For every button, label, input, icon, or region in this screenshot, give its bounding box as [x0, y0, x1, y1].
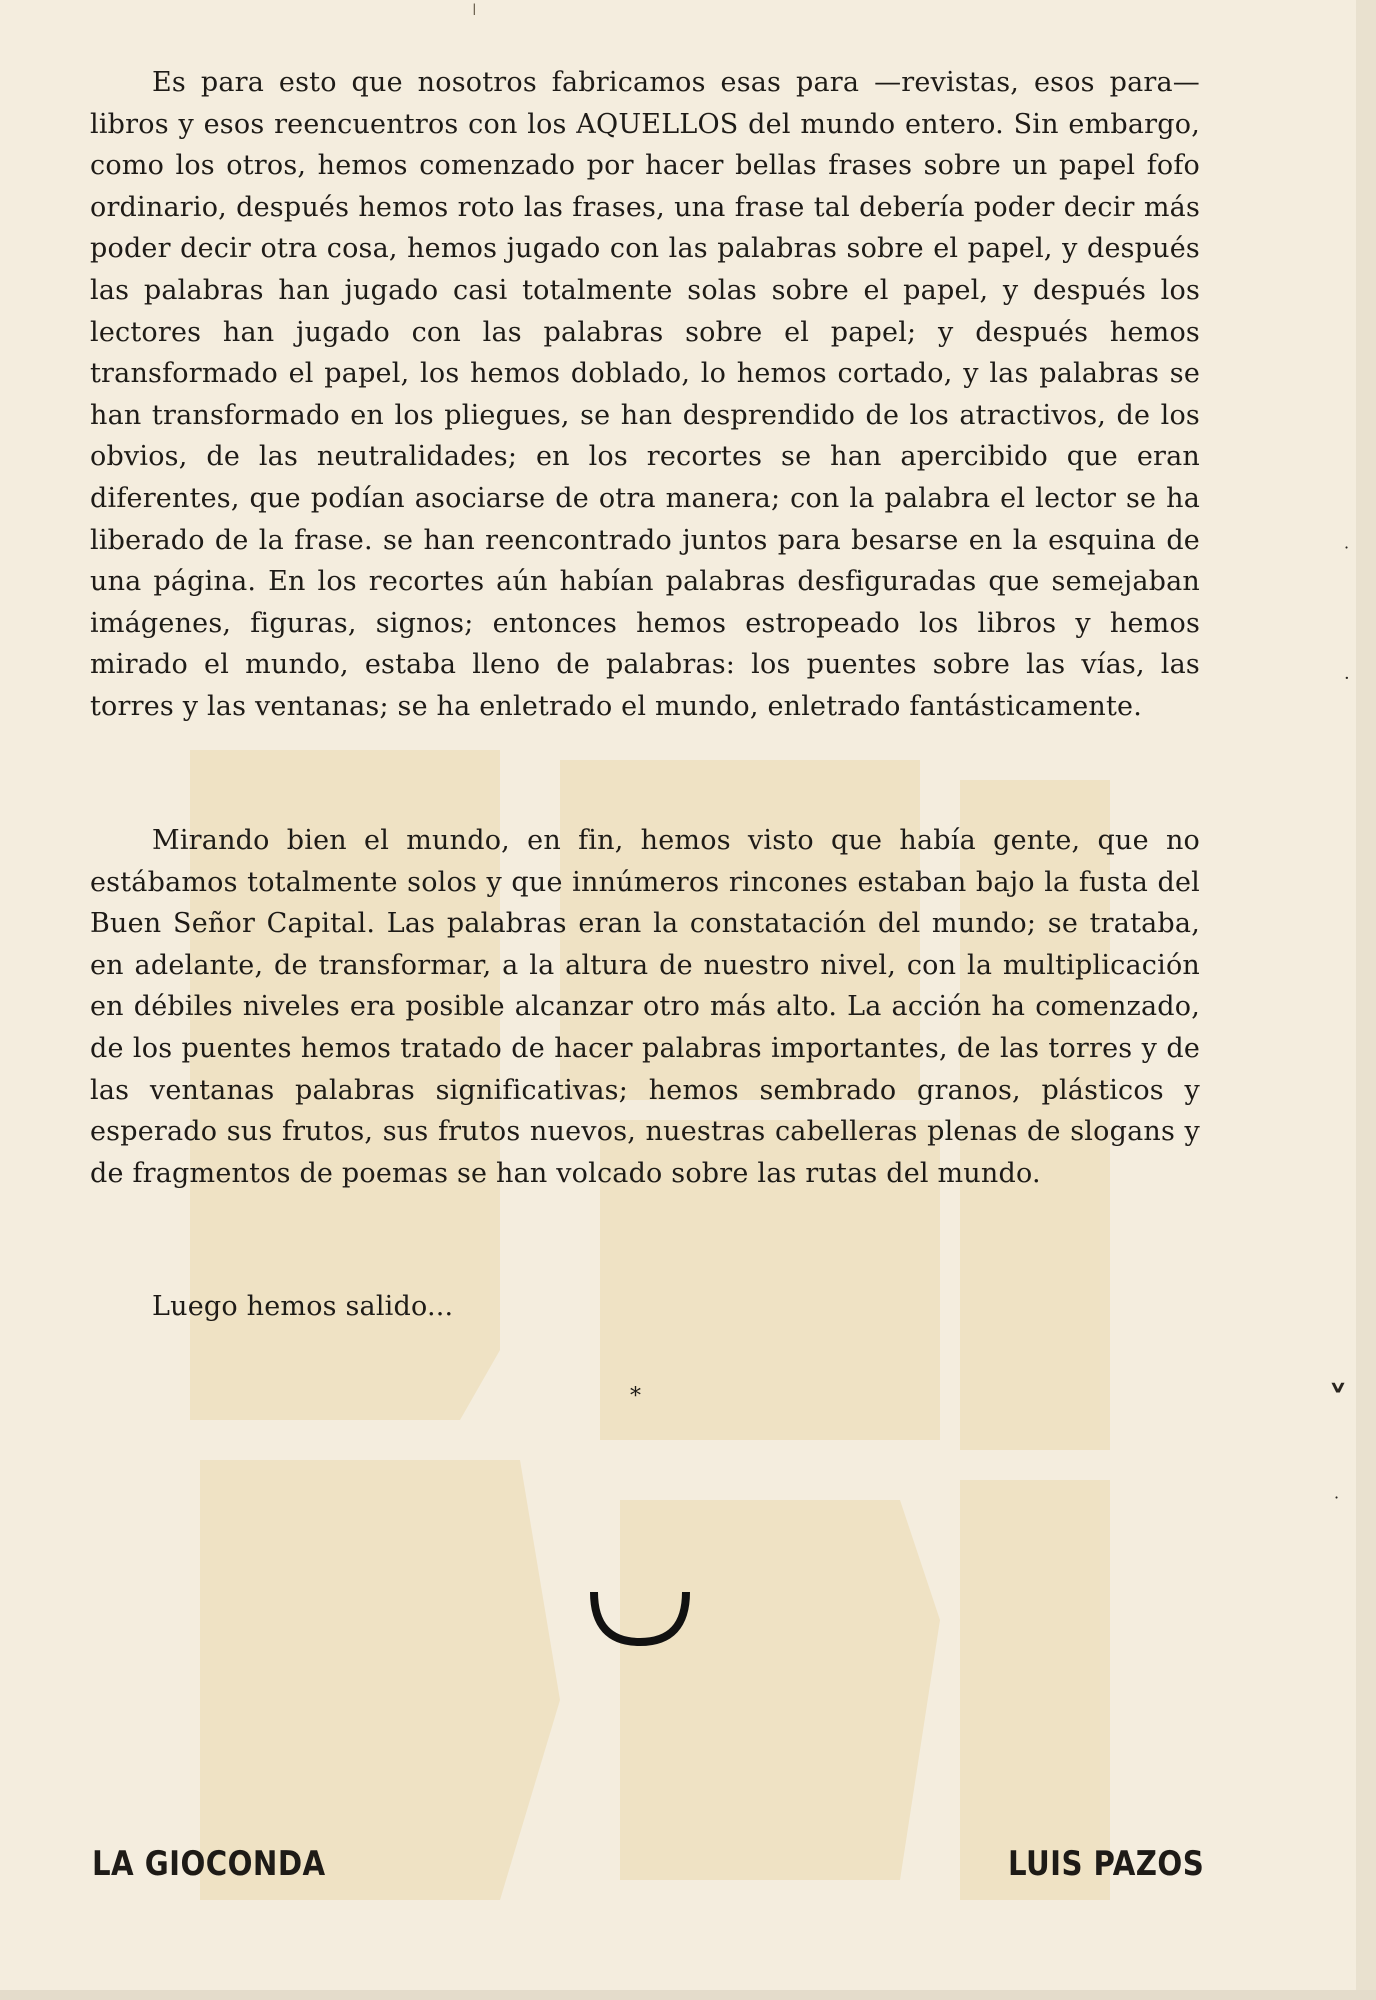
margin-speck: · — [1344, 668, 1350, 689]
watermark-shape-6 — [620, 1500, 940, 1880]
paragraph-text: Luego hemos salido... — [152, 1291, 454, 1322]
page-edge-bottom — [0, 1990, 1376, 2000]
paragraph-text: Mirando bien el mundo, en fin, hemos visto que había gente, que no estábamos totalmente solos y que innúmeros rincones estaban bajo la fusta del Buen Señor Capital. Las palabras eran la constatación del mundo; se trataba, en adelante, de transformar, a la altura de nuestro nivel, con la multiplicación en débiles niveles era posible alcanzar otro más alto. La acción ha comenzado, de los puentes hemos tratado de hacer palabras importantes, de las torres y de las ventanas palabras significativas; hemos sembrado granos, plásticos y esperado sus frutos, sus frutos nuevos, nuestras cabelleras plenas de slogans y de fragmentos de poemas se han volcado sobre las rutas del mundo. — [90, 825, 1200, 1189]
margin-speck: · — [1334, 1488, 1340, 1507]
watermark-shape-5 — [200, 1460, 560, 1900]
footer-author-name: LUIS PAZOS — [1007, 1844, 1204, 1884]
page-edge-right — [1356, 0, 1376, 2000]
watermark-shape-7 — [960, 1480, 1110, 1900]
body-paragraph-3 — [90, 1286, 1200, 1328]
u-logo-mark — [586, 1588, 694, 1648]
margin-scribble: ˅ — [1328, 1378, 1348, 1425]
margin-speck: · — [1344, 538, 1350, 557]
margin-speck: ǀ — [472, 0, 477, 19]
body-paragraph-1 — [90, 62, 1200, 728]
footer-publication-name: LA GIOCONDA — [92, 1844, 326, 1884]
paragraph-text: Es para esto que nosotros fabricamos esas para —revistas, esos para— libros y esos reencuentros con los AQUELLOS del mundo entero. Sin embargo, como los otros, hemos comenzado por hacer bellas frases sobre un papel fofo ordinario, después hemos roto las frases, una frase tal debería poder decir más poder decir otra cosa, hemos jugado con las palabras sobre el papel, y después las palabras han jugado casi totalmente solas sobre el papel, y después los lectores han jugado con las palabras sobre el papel; y después hemos transformado el papel, los hemos doblado, lo hemos cortado, y las palabras se han transformado en los pliegues, se han desprendido de los atractivos, de los obvios, de las neutralidades; en los recortes se han apercibido que eran diferentes, que podían asociarse de otra manera; con la palabra el lector se ha liberado de la frase. se han reencontrado juntos para besarse en la esquina de una página. En los recortes aún habían palabras desfiguradas que semejaban imágenes, figuras, signos; entonces hemos estropeado los libros y hemos mirado el mundo, estaba lleno de palabras: los puentes sobre las vías, las torres y las ventanas; se ha enletrado el mundo, enletrado fantásticamente. — [90, 67, 1200, 722]
asterisk-ornament: * — [630, 1384, 641, 1409]
body-paragraph-2 — [90, 820, 1200, 1194]
